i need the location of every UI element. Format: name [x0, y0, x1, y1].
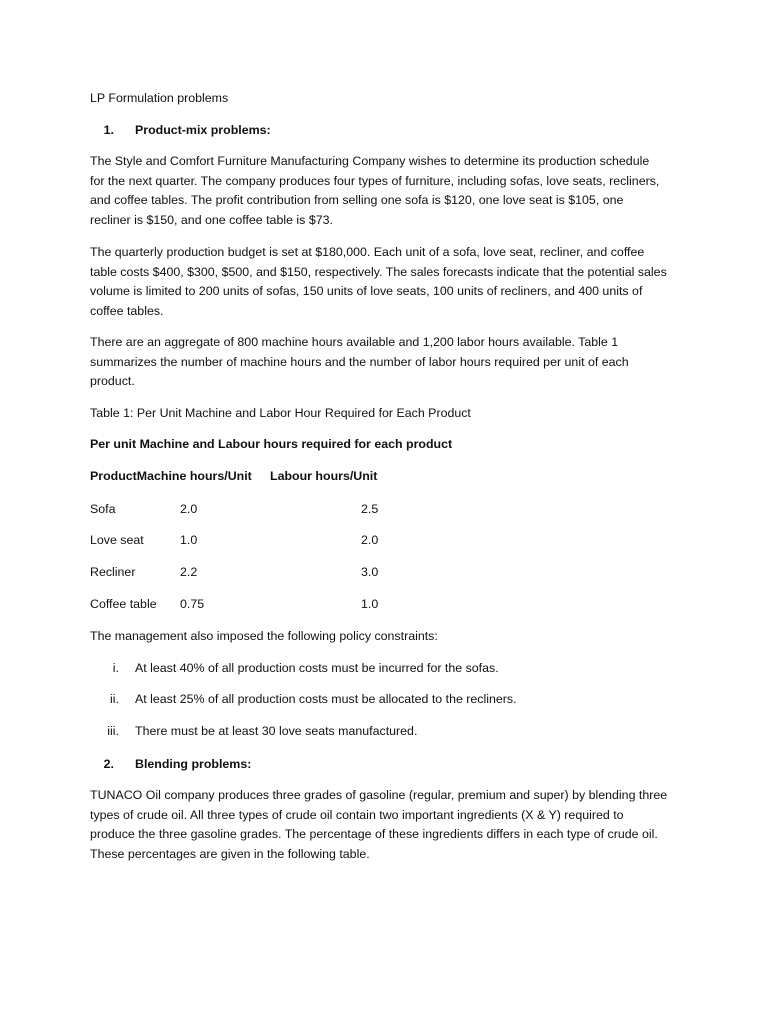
paragraph-line: These percentages are given in the following table. — [90, 846, 370, 861]
section-2-number: 2. — [103, 757, 114, 771]
table-header: Labour hours/Unit — [270, 469, 378, 483]
section-1-heading: Product-mix problems: — [135, 123, 271, 137]
paragraph-company-intro — [90, 152, 690, 230]
table-caption: Table 1: Per Unit Machine and Labor Hour Required for Each Product — [90, 406, 471, 420]
table-cell-labour: 3.0 — [361, 565, 379, 579]
paragraph-line: produce the three gasoline grades. The percentage of these ingredients differs in each type of crude oil. — [90, 827, 658, 841]
paragraph-line: The quarterly production budget is set at $180,000. Each unit of a sofa, love seat, recliner, and coffee — [90, 245, 645, 259]
policy-item: At least 40% of all production costs must be incurred for the sofas. — [135, 661, 499, 675]
policy-intro: The management also imposed the following policy constraints: — [90, 629, 438, 643]
paragraph-line: table costs $400, $300, $500, and $150, respectively. The sales forecasts indicate that the potential sales — [90, 264, 667, 279]
paragraph-budget — [90, 243, 690, 321]
table-cell-product: Recliner — [90, 565, 136, 579]
table-cell-machine: 2.2 — [180, 565, 198, 579]
table-cell-machine: 1.0 — [180, 533, 198, 547]
section-2-heading: Blending problems: — [135, 757, 252, 771]
paragraph-line: coffee tables. — [90, 303, 164, 318]
table-cell-labour: 1.0 — [361, 597, 379, 611]
table-cell-machine: 0.75 — [180, 597, 205, 611]
table-cell-labour: 2.5 — [361, 502, 379, 516]
paragraph-line: types of crude oil. All three types of crude oil contain two important ingredients (X & Y) required to — [90, 807, 624, 822]
paragraph-blending — [90, 786, 690, 864]
table-cell-labour: 2.0 — [361, 533, 379, 547]
policy-item: There must be at least 30 love seats manufactured. — [135, 724, 418, 738]
paragraph-line: recliner is $150, and one coffee table is $73. — [90, 212, 333, 227]
paragraph-line: product. — [90, 374, 135, 388]
table-heading: Per unit Machine and Labour hours required for each product — [90, 437, 453, 451]
document-title: LP Formulation problems — [90, 91, 229, 105]
section-1-number: 1. — [103, 123, 114, 137]
table-cell-machine: 2.0 — [180, 502, 198, 516]
paragraph-line: volume is limited to 200 units of sofas, 150 units of love seats, 100 units of recliners, and 400 units of — [90, 284, 643, 298]
policy-number: i. — [112, 661, 119, 675]
policy-number: ii. — [110, 692, 119, 706]
table-cell-product: Sofa — [90, 502, 116, 516]
paragraph-line: The Style and Comfort Furniture Manufacturing Company wishes to determine its production schedule — [90, 154, 650, 168]
table-cell-product: Love seat — [90, 533, 144, 547]
paragraph-hours — [90, 333, 690, 392]
table-header: ProductMachine hours/Unit — [90, 469, 252, 483]
policy-number: iii. — [107, 724, 119, 738]
paragraph-line: for the next quarter. The company produces four types of furniture, including sofas, love seats, recliners, — [90, 173, 660, 188]
policy-item: At least 25% of all production costs must be allocated to the recliners. — [135, 692, 517, 706]
paragraph-line: There are an aggregate of 800 machine hours available and 1,200 labor hours available. Table 1 — [90, 335, 619, 349]
paragraph-line: and coffee tables. The profit contribution from selling one sofa is $120, one love seat is $105, one — [90, 193, 624, 207]
paragraph-line: summarizes the number of machine hours and the number of labor hours required per unit of each — [90, 354, 629, 369]
paragraph-line: TUNACO Oil company produces three grades of gasoline (regular, premium and super) by blending three — [90, 788, 668, 802]
table-cell-product: Coffee table — [90, 597, 157, 611]
